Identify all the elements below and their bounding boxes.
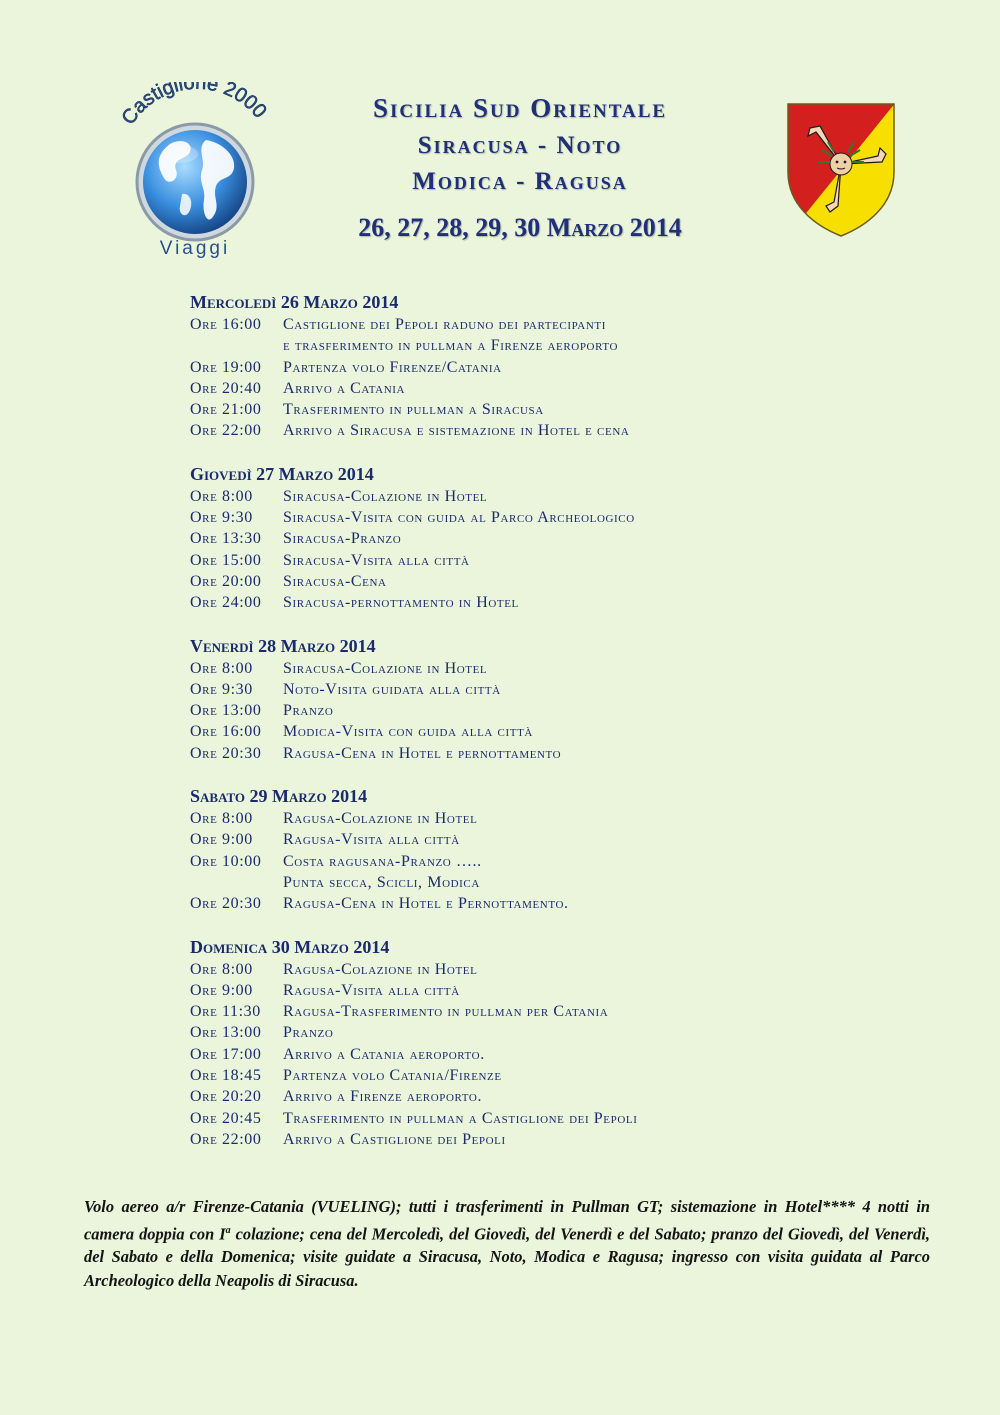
schedule-time: Ore 19:00 xyxy=(190,358,262,376)
schedule-activity: Arrivo a Castiglione dei Pepoli xyxy=(283,1130,506,1148)
schedule-time: Ore 8:00 xyxy=(190,960,253,978)
schedule-row xyxy=(190,420,910,441)
schedule-time: Ore 15:00 xyxy=(190,551,262,569)
schedule-time: Ore 18:45 xyxy=(190,1067,262,1085)
schedule-row xyxy=(190,335,910,356)
schedule-row xyxy=(190,507,910,528)
schedule-time: Ore 16:00 xyxy=(190,723,262,741)
schedule-row xyxy=(190,571,910,592)
schedule-row xyxy=(190,808,910,829)
schedule-time: Ore 8:00 xyxy=(190,487,253,505)
schedule-activity: Ragusa-Visita alla città xyxy=(283,981,460,999)
schedule-time: Ore 20:30 xyxy=(190,744,262,762)
schedule-row xyxy=(190,1065,910,1086)
footnote-part2: colazione; cena del Mercoledì, del Giovedì, del Venerdì e del Sabato; pranzo del Giovedì, del Venerdì, del Sabato e della Domenica; visite guidate a Siracusa, Noto, Modica e Ragusa; ingresso con visita guidata al Parco Archeologico della Neapolis di Siracusa. xyxy=(84,1223,930,1290)
schedule-time: Ore 20:45 xyxy=(190,1109,262,1127)
schedule-activity: Punta secca, Scicli, Modica xyxy=(283,873,480,891)
schedule-time: Ore 20:20 xyxy=(190,1088,262,1106)
schedule-activity: Siracusa-Visita con guida al Parco Archeologico xyxy=(283,509,635,527)
title-cities-2: Modica - Ragusa xyxy=(412,168,628,195)
schedule-activity: Siracusa-Colazione in Hotel xyxy=(283,659,488,677)
day-section xyxy=(190,290,910,442)
footnote-part1: Volo aereo a/r Firenze-Catania (VUELING); tutti i trasferimenti in Pullman GT; sistemazione in Hotel**** 4 notti in camera doppia con I xyxy=(84,1197,930,1243)
schedule-time: Ore 20:00 xyxy=(190,572,262,590)
trinacria-icon xyxy=(786,102,896,238)
schedule-activity: Trasferimento in pullman a Siracusa xyxy=(283,401,544,419)
schedule-time: Ore 22:00 xyxy=(190,422,262,440)
schedule-row xyxy=(190,658,910,679)
schedule-activity: Ragusa-Trasferimento in pullman per Catania xyxy=(283,1003,609,1021)
schedule-activity: Siracusa-pernottamento in Hotel xyxy=(283,594,519,612)
castiglione-2000-logo xyxy=(110,82,280,262)
schedule-time: Ore 20:40 xyxy=(190,379,262,397)
day-section xyxy=(190,462,910,614)
schedule-time: Ore 13:00 xyxy=(190,1024,262,1042)
schedule-activity: Ragusa-Colazione in Hotel xyxy=(283,960,478,978)
schedule-time: Ore 10:00 xyxy=(190,852,262,870)
schedule-activity: Partenza volo Catania/Firenze xyxy=(283,1067,502,1085)
schedule-time: Ore 9:30 xyxy=(190,680,253,698)
schedule-activity: Arrivo a Catania aeroporto. xyxy=(283,1045,485,1063)
schedule-time: Ore 20:30 xyxy=(190,895,262,913)
schedule-activity: Noto-Visita guidata alla città xyxy=(283,680,501,698)
schedule-activity: Ragusa-Colazione in Hotel xyxy=(283,810,478,828)
schedule-activity: Ragusa-Visita alla città xyxy=(283,831,460,849)
schedule-row xyxy=(190,1022,910,1043)
schedule-activity: Trasferimento in pullman a Castiglione dei Pepoli xyxy=(283,1109,638,1127)
schedule-activity: e trasferimento in pullman a Firenze aeroporto xyxy=(283,337,619,355)
schedule-time: Ore 8:00 xyxy=(190,659,253,677)
logo-arc-text: Castiglione 2000 xyxy=(117,82,271,129)
schedule-time: Ore 22:00 xyxy=(190,1130,262,1148)
schedule-time: Ore 16:00 xyxy=(190,316,262,333)
schedule-row xyxy=(190,980,910,1001)
schedule-time: Ore 13:00 xyxy=(190,702,262,720)
page-title xyxy=(280,88,760,250)
footnote xyxy=(84,1195,930,1292)
day-section xyxy=(190,634,910,764)
sicily-coat-of-arms xyxy=(786,102,896,238)
schedule-row xyxy=(190,1086,910,1107)
schedule-activity: Siracusa-Colazione in Hotel xyxy=(283,487,488,505)
day-title: Sabato 29 Marzo 2014 xyxy=(190,786,368,807)
schedule-activity: Siracusa-Pranzo xyxy=(283,530,402,548)
schedule-time: Ore 11:30 xyxy=(190,1003,261,1021)
schedule-row xyxy=(190,1108,910,1129)
schedule-activity: Siracusa-Visita alla città xyxy=(283,551,470,569)
logo-bottom-text: Viaggi xyxy=(159,238,231,259)
schedule-row xyxy=(190,592,910,613)
schedule-row xyxy=(190,829,910,850)
schedule-activity: Castiglione dei Pepoli raduno dei partecipanti xyxy=(283,316,606,333)
title-dates: 26, 27, 28, 29, 30 Marzo 2014 xyxy=(358,213,682,242)
schedule-row xyxy=(190,486,910,507)
schedule-row xyxy=(190,721,910,742)
schedule-row xyxy=(190,851,910,872)
schedule-row xyxy=(190,550,910,571)
footnote-superscript: a xyxy=(225,1224,231,1236)
schedule-activity: Siracusa-Cena xyxy=(283,572,387,590)
day-title: Venerdì 28 Marzo 2014 xyxy=(190,635,376,656)
schedule-row xyxy=(190,959,910,980)
schedule-activity: Ragusa-Cena in Hotel e pernottamento xyxy=(283,744,562,762)
day-title: Domenica 30 Marzo 2014 xyxy=(190,936,390,957)
schedule-time: Ore 9:30 xyxy=(190,509,253,527)
schedule-activity: Pranzo xyxy=(283,1024,334,1042)
schedule-activity: Costa ragusana-Pranzo ….. xyxy=(283,852,482,870)
schedule-row xyxy=(190,528,910,549)
schedule-row xyxy=(190,743,910,764)
title-region: Sicilia Sud Orientale xyxy=(372,93,668,123)
schedule-activity: Ragusa-Cena in Hotel e Pernottamento. xyxy=(283,895,569,913)
schedule-row xyxy=(190,679,910,700)
day-title: Giovedì 27 Marzo 2014 xyxy=(190,463,374,484)
schedule-row xyxy=(190,1001,910,1022)
schedule-activity: Partenza volo Firenze/Catania xyxy=(283,358,502,376)
schedule-time: Ore 24:00 xyxy=(190,594,262,612)
day-title: Mercoledì 26 Marzo 2014 xyxy=(190,292,399,312)
schedule-time: Ore 8:00 xyxy=(190,810,253,828)
schedule-time: Ore 13:30 xyxy=(190,530,262,548)
title-cities-1: Siracusa - Noto xyxy=(417,132,623,159)
schedule-time: Ore 21:00 xyxy=(190,401,262,419)
schedule-activity: Modica-Visita con guida alla città xyxy=(283,723,533,741)
schedule-activity: Arrivo a Siracusa e sistemazione in Hotel e cena xyxy=(283,422,630,440)
schedule-activity: Arrivo a Firenze aeroporto. xyxy=(283,1088,483,1106)
schedule-row xyxy=(190,314,910,335)
globe-icon xyxy=(110,82,280,262)
schedule-time xyxy=(190,872,283,893)
schedule-activity: Arrivo a Catania xyxy=(283,379,406,397)
schedule-time: Ore 17:00 xyxy=(190,1045,262,1063)
schedule-row xyxy=(190,1044,910,1065)
itinerary xyxy=(190,290,910,1170)
schedule-row xyxy=(190,700,910,721)
schedule-row xyxy=(190,872,910,893)
schedule-row xyxy=(190,399,910,420)
schedule-time: Ore 9:00 xyxy=(190,981,253,999)
schedule-row xyxy=(190,378,910,399)
day-section xyxy=(190,784,910,914)
schedule-activity: Pranzo xyxy=(283,702,334,720)
schedule-time: Ore 9:00 xyxy=(190,831,253,849)
schedule-row xyxy=(190,1129,910,1150)
schedule-row xyxy=(190,357,910,378)
schedule-time xyxy=(190,335,283,356)
schedule-row xyxy=(190,893,910,914)
day-section xyxy=(190,935,910,1151)
